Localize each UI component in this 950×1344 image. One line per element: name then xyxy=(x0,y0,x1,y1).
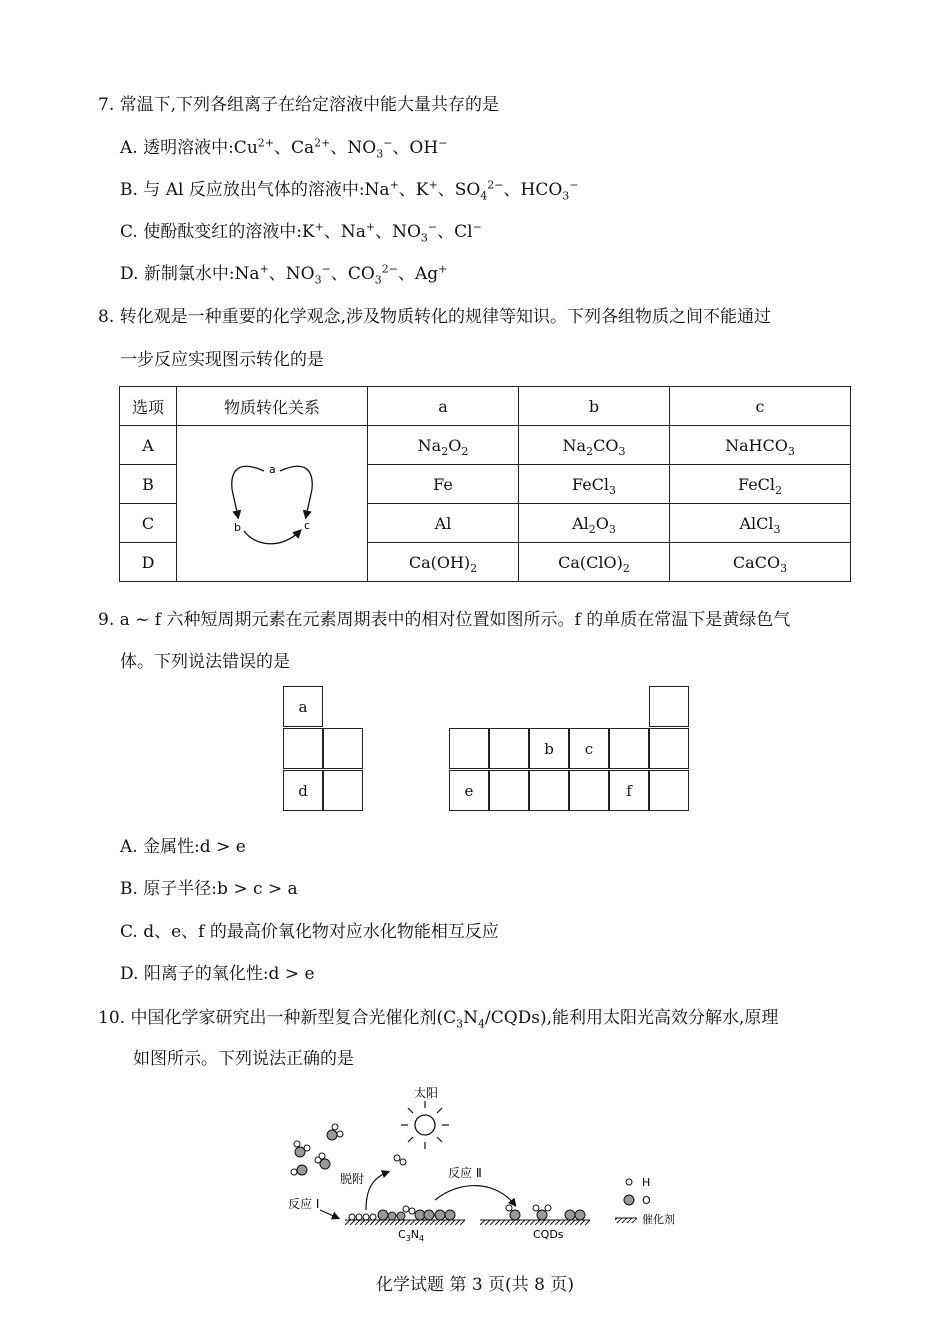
q7-option-d: D. 新制氯水中:Na+、$NO_3^-$、$CO_3^{2-}$、Ag+ xyxy=(120,262,448,287)
table-header-row xyxy=(120,387,851,426)
cell-empty xyxy=(323,728,363,769)
adsorbed-species-cqds xyxy=(506,1205,585,1220)
node-a: a xyxy=(269,462,276,476)
cqds-surface xyxy=(480,1220,590,1225)
cell-d: d xyxy=(283,770,323,811)
cell-a: a xyxy=(283,686,323,727)
table-row xyxy=(120,426,851,465)
q8-table xyxy=(119,386,851,582)
header-c: c xyxy=(670,387,851,426)
cell-c: c xyxy=(569,728,609,769)
hydrogen-atom-icon xyxy=(626,1179,632,1185)
cell-a: Fe xyxy=(368,465,519,504)
q7-stem: 7. 常温下,下列各组离子在给定溶液中能大量共存的是 xyxy=(98,95,500,115)
desorb-label: 脱附 xyxy=(340,1172,365,1186)
cell-a: Al xyxy=(368,504,519,543)
desorbed-hydrogen xyxy=(394,1155,406,1165)
cqds-label: CQDs xyxy=(533,1228,564,1241)
reaction1-arrow xyxy=(320,1210,338,1218)
cell-empty xyxy=(569,770,609,811)
q9-option-b: B. 原子半径:b > c > a xyxy=(120,879,298,899)
cell-a: $Na_2O_2$ xyxy=(368,426,519,465)
legend-catalyst: 催化剂 xyxy=(642,1213,675,1226)
cell-b: FeCl$_3$ xyxy=(519,465,670,504)
q9-option-d: D. 阳离子的氧化性:d > e xyxy=(120,964,315,984)
cell-empty xyxy=(323,770,363,811)
header-relation: 物质转化关系 xyxy=(177,387,368,426)
legend-o: O xyxy=(642,1194,651,1207)
cell-a: $Ca(OH)_2$ xyxy=(368,543,519,582)
conversion-diagram-cell xyxy=(177,426,368,582)
cell-empty xyxy=(609,728,649,769)
row-option: C xyxy=(120,504,177,543)
cell-empty xyxy=(449,728,489,769)
cycle-diagram xyxy=(212,447,332,557)
arrow-a-to-c xyxy=(280,466,312,517)
cell-b: $Na_2CO_3$ xyxy=(519,426,670,465)
q9-option-c: C. d、e、f 的最高价氧化物对应水化物能相互反应 xyxy=(120,922,499,942)
cell-e: e xyxy=(449,770,489,811)
header-a: a xyxy=(368,387,519,426)
adsorbed-species-c3n4 xyxy=(349,1206,455,1220)
row-option: A xyxy=(120,426,177,465)
header-option: 选项 xyxy=(120,387,177,426)
oxygen-atom-icon xyxy=(624,1195,634,1205)
q9-stem-line2: 体。下列说法错误的是 xyxy=(120,652,290,672)
reaction1-label: 反应 Ⅰ xyxy=(288,1197,320,1211)
cell-empty xyxy=(283,728,323,769)
q8-stem-line1: 8. 转化观是一种重要的化学观念,涉及物质转化的规律等知识。下列各组物质之间不能通过 xyxy=(98,307,772,327)
reaction2-arrow xyxy=(435,1186,515,1205)
legend-h: H xyxy=(642,1176,651,1189)
cell-f: f xyxy=(609,770,649,811)
arrow-a-to-b xyxy=(232,466,264,517)
node-b: b xyxy=(234,520,241,534)
cell-b: $Al_2O_3$ xyxy=(519,504,670,543)
reaction2-label: 反应 Ⅱ xyxy=(448,1166,482,1180)
cell-c: NaHCO$_3$ xyxy=(670,426,851,465)
node-c: c xyxy=(304,518,311,532)
arrow-b-to-c xyxy=(244,531,300,544)
cell-b: $Ca(ClO)_2$ xyxy=(519,543,670,582)
q10-stem-line1: 10. 中国化学家研究出一种新型复合光催化剂$(C_3N_4/CQDs)$,能利用太阳光高效分解水,原理 xyxy=(98,1008,779,1031)
q7-option-a: A. 透明溶液中$:Cu^{2+}$、$Ca^{2+}$、$NO_3^-$、OH− xyxy=(120,136,448,161)
c3n4-surface xyxy=(345,1220,465,1225)
cell-empty xyxy=(489,728,529,769)
row-option: D xyxy=(120,543,177,582)
water-molecules-left xyxy=(291,1124,343,1175)
legend xyxy=(615,1176,675,1226)
q8-stem-line2: 一步反应实现图示转化的是 xyxy=(120,350,324,370)
sun-label: 太阳 xyxy=(414,1086,439,1100)
catalyst-icon xyxy=(615,1218,637,1223)
q7-option-b: B. 与 Al 反应放出气体的溶液中:Na+、K+、$SO_4^{2-}$、$HCO_3^-$ xyxy=(120,178,579,203)
photocatalysis-diagram xyxy=(280,1080,700,1250)
q10-stem-line2: 如图所示。下列说法正确的是 xyxy=(133,1049,354,1069)
cell-empty xyxy=(649,728,689,769)
cell-b: b xyxy=(529,728,569,769)
c3n4-label: $C_3N_4$ xyxy=(398,1228,425,1243)
header-b: b xyxy=(519,387,670,426)
desorb-arrow xyxy=(366,1172,388,1210)
cell-empty xyxy=(529,770,569,811)
cell-c: CaCO$_3$ xyxy=(670,543,851,582)
cell-empty xyxy=(649,770,689,811)
sun-icon xyxy=(401,1101,449,1149)
q9-option-a: A. 金属性:d > e xyxy=(120,837,246,857)
cell-c: AlCl$_3$ xyxy=(670,504,851,543)
row-option: B xyxy=(120,465,177,504)
q7-option-c: C. 使酚酞变红的溶液中:K+、Na+、$NO_3^-$、Cl− xyxy=(120,220,482,245)
q9-stem-line1: 9. a ~ f 六种短周期元素在元素周期表中的相对位置如图所示。f 的单质在常温下是黄绿色气 xyxy=(98,610,791,630)
cell-empty xyxy=(649,686,689,727)
page-footer: 化学试题 第 3 页(共 8 页) xyxy=(376,1275,574,1295)
cell-empty xyxy=(489,770,529,811)
cell-c: FeCl$_2$ xyxy=(670,465,851,504)
